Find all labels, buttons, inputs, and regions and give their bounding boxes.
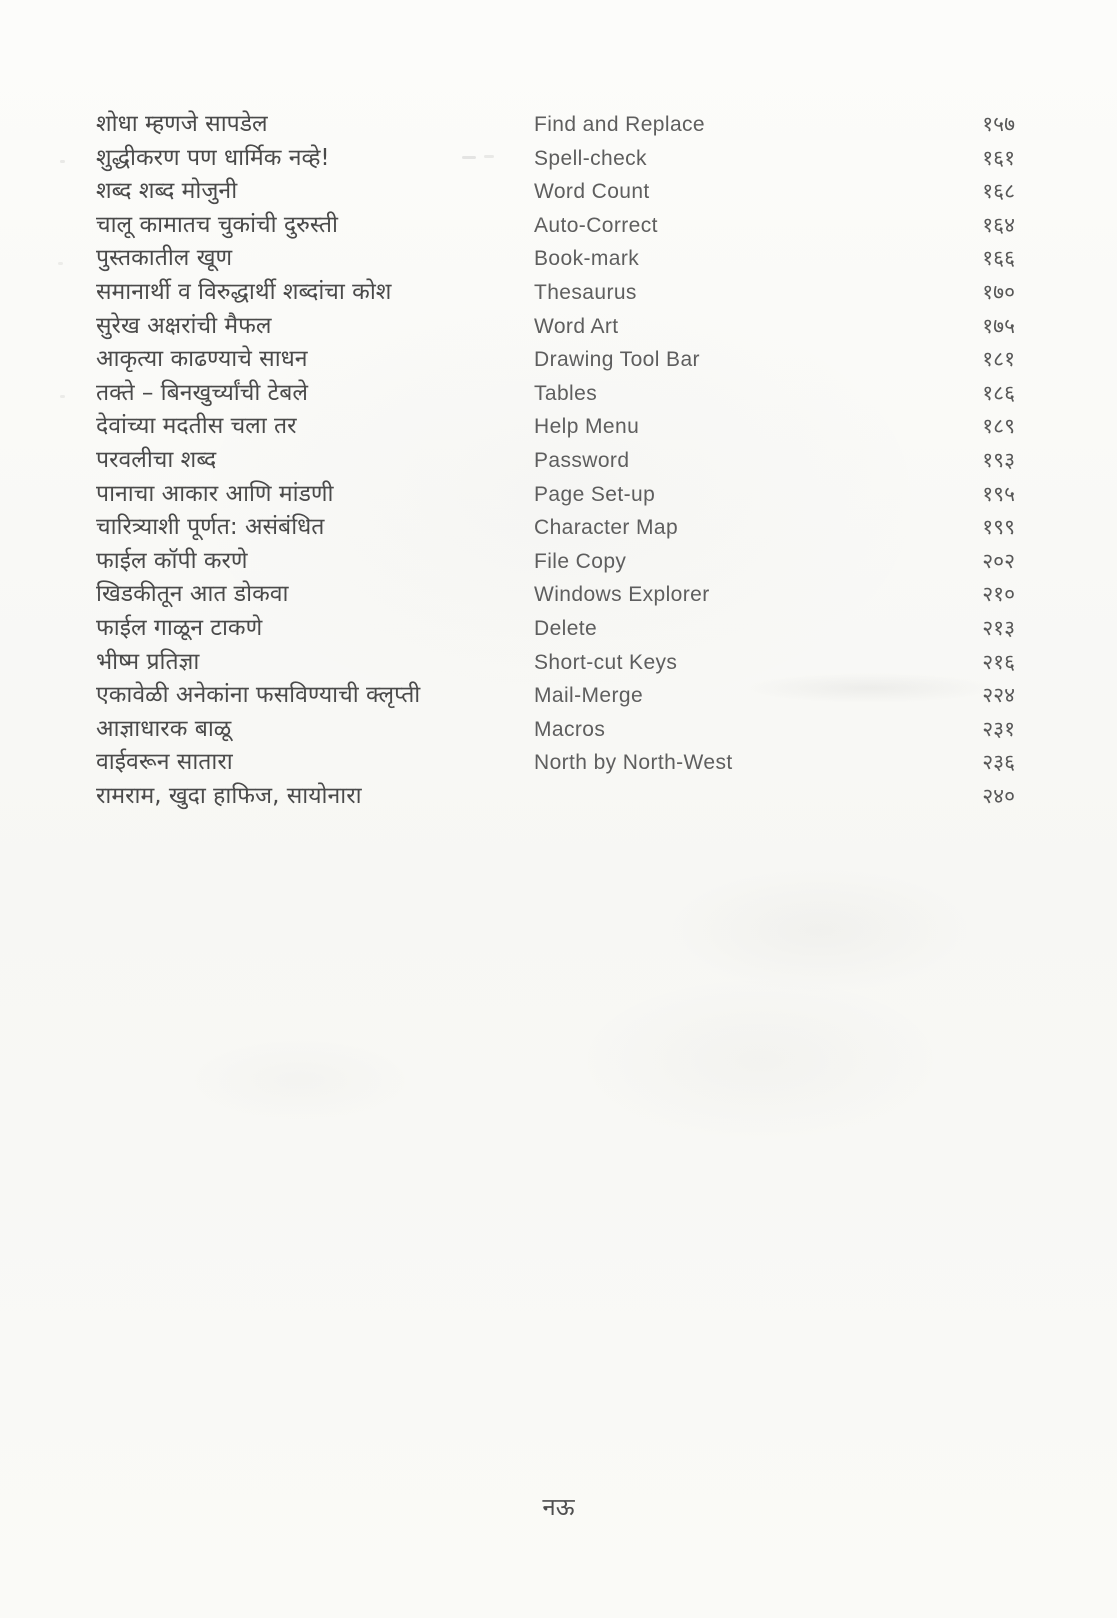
toc-title-marathi: रामराम, खुदा हाफिज, सायोनारा xyxy=(96,782,362,809)
toc-title-english: Tables xyxy=(534,381,598,405)
toc-page-number: १९३ xyxy=(982,447,1015,472)
toc-row xyxy=(96,240,1015,274)
toc-title-marathi: सुरेख अक्षरांची मैफल xyxy=(96,312,272,339)
toc-title-english: Drawing Tool Bar xyxy=(534,348,700,372)
toc-title-marathi: वाईवरून सातारा xyxy=(96,749,233,776)
toc-page-number: २३१ xyxy=(982,716,1015,741)
toc-title-marathi: खिडकीतून आत डोकवा xyxy=(96,581,289,608)
toc-title-english: File Copy xyxy=(534,549,627,573)
toc-page-number: १९९ xyxy=(982,515,1015,540)
toc-row xyxy=(96,576,1015,610)
toc-title-marathi: आज्ञाधारक बाळू xyxy=(96,715,232,742)
toc-page-number: १६४ xyxy=(982,212,1015,237)
toc-page-number: १९५ xyxy=(982,481,1015,506)
toc-title-english: Delete xyxy=(534,616,598,640)
toc-row xyxy=(96,509,1015,543)
toc-title-marathi: तक्ते – बिनखुर्च्यांची टेबले xyxy=(96,379,308,406)
toc-title-english: Password xyxy=(534,448,630,472)
toc-title-english: Character Map xyxy=(534,516,679,540)
toc-title-marathi: एकावेळी अनेकांना फसविण्याची क्लृप्ती xyxy=(96,682,421,709)
toc-page-number: १६६ xyxy=(982,246,1015,271)
toc-title-marathi: चारित्र्याशी पूर्णत: असंबंधित xyxy=(96,514,325,541)
toc-title-english: Book-mark xyxy=(534,247,640,271)
toc-title-english: Macros xyxy=(534,717,606,741)
toc-title-marathi: फाईल कॉपी करणे xyxy=(96,547,248,574)
toc-title-english: Page Set-up xyxy=(534,482,656,506)
toc-title-marathi: पुस्तकातील खूण xyxy=(96,245,233,272)
scan-speck xyxy=(58,262,63,265)
toc-title-marathi: फाईल गाळून टाकणे xyxy=(96,614,263,641)
toc-title-marathi: परवलीचा शब्द xyxy=(96,446,217,473)
toc-title-marathi: समानार्थी व विरुद्धार्थी शब्दांचा कोश xyxy=(96,278,392,305)
toc-title-english: Spell-check xyxy=(534,146,647,170)
scan-speck xyxy=(60,395,65,398)
footer-page-number: नऊ xyxy=(542,1493,575,1521)
toc-row xyxy=(96,442,1015,476)
toc-title-english: Find and Replace xyxy=(534,113,706,136)
toc-title-english: North by North-West xyxy=(534,751,733,775)
toc-row xyxy=(96,476,1015,510)
toc-page-number: १७० xyxy=(982,279,1015,304)
toc-title-english: Windows Explorer xyxy=(534,583,710,607)
toc-title-english: Short-cut Keys xyxy=(534,650,678,674)
toc-title-marathi: पानाचा आकार आणि मांडणी xyxy=(96,480,334,507)
toc-page-number: २१६ xyxy=(982,649,1015,674)
toc-page-number: १६८ xyxy=(982,179,1015,204)
toc-row xyxy=(96,744,1015,778)
toc-row xyxy=(96,408,1015,442)
toc-row xyxy=(96,140,1015,174)
toc-row xyxy=(96,106,1015,140)
toc-row xyxy=(96,778,1015,812)
toc-title-marathi: भीष्म प्रतिज्ञा xyxy=(96,648,200,675)
toc-row xyxy=(96,341,1015,375)
toc-title-marathi: चालू कामातच चुकांची दुरुस्ती xyxy=(96,211,338,238)
toc-title-english: Word Count xyxy=(534,180,650,204)
toc-page-number: १७५ xyxy=(982,313,1015,338)
toc-title-marathi: शुद्धीकरण पण धार्मिक नव्हे! xyxy=(96,144,330,171)
toc-title-english: Auto-Correct xyxy=(534,213,658,237)
toc-title-english: Thesaurus xyxy=(534,280,637,304)
toc-page-number: २२४ xyxy=(982,683,1015,708)
toc-title-marathi: शब्द शब्द मोजुनी xyxy=(96,178,238,205)
table-of-contents xyxy=(96,106,1015,811)
toc-page-number: १८६ xyxy=(982,380,1015,405)
toc-row xyxy=(96,677,1015,711)
toc-row xyxy=(96,543,1015,577)
toc-row xyxy=(96,375,1015,409)
toc-page-number: २१० xyxy=(982,582,1015,607)
toc-title-english: Help Menu xyxy=(534,415,640,439)
toc-page-number: १८९ xyxy=(982,414,1015,439)
toc-page-number: २३६ xyxy=(982,750,1015,775)
toc-title-marathi: आकृत्या काढण्याचे साधन xyxy=(96,346,308,373)
toc-page-number: १६१ xyxy=(982,145,1015,170)
toc-title-english: Mail-Merge xyxy=(534,684,644,708)
toc-row xyxy=(96,711,1015,745)
toc-row xyxy=(96,173,1015,207)
scan-speck xyxy=(60,160,65,163)
toc-page-number: १८१ xyxy=(982,347,1015,372)
toc-page-number: २१३ xyxy=(982,615,1015,640)
toc-row xyxy=(96,644,1015,678)
toc-row xyxy=(96,274,1015,308)
toc-page-number: २०२ xyxy=(982,548,1015,573)
toc-page-number: १५७ xyxy=(982,112,1015,136)
toc-row xyxy=(96,207,1015,241)
toc-page-number: २४० xyxy=(982,783,1015,808)
toc-title-marathi: शोधा म्हणजे सापडेल xyxy=(96,111,268,137)
toc-title-marathi: देवांच्या मदतीस चला तर xyxy=(96,413,297,440)
toc-row xyxy=(96,610,1015,644)
toc-row xyxy=(96,308,1015,342)
toc-title-english: Word Art xyxy=(534,314,619,338)
